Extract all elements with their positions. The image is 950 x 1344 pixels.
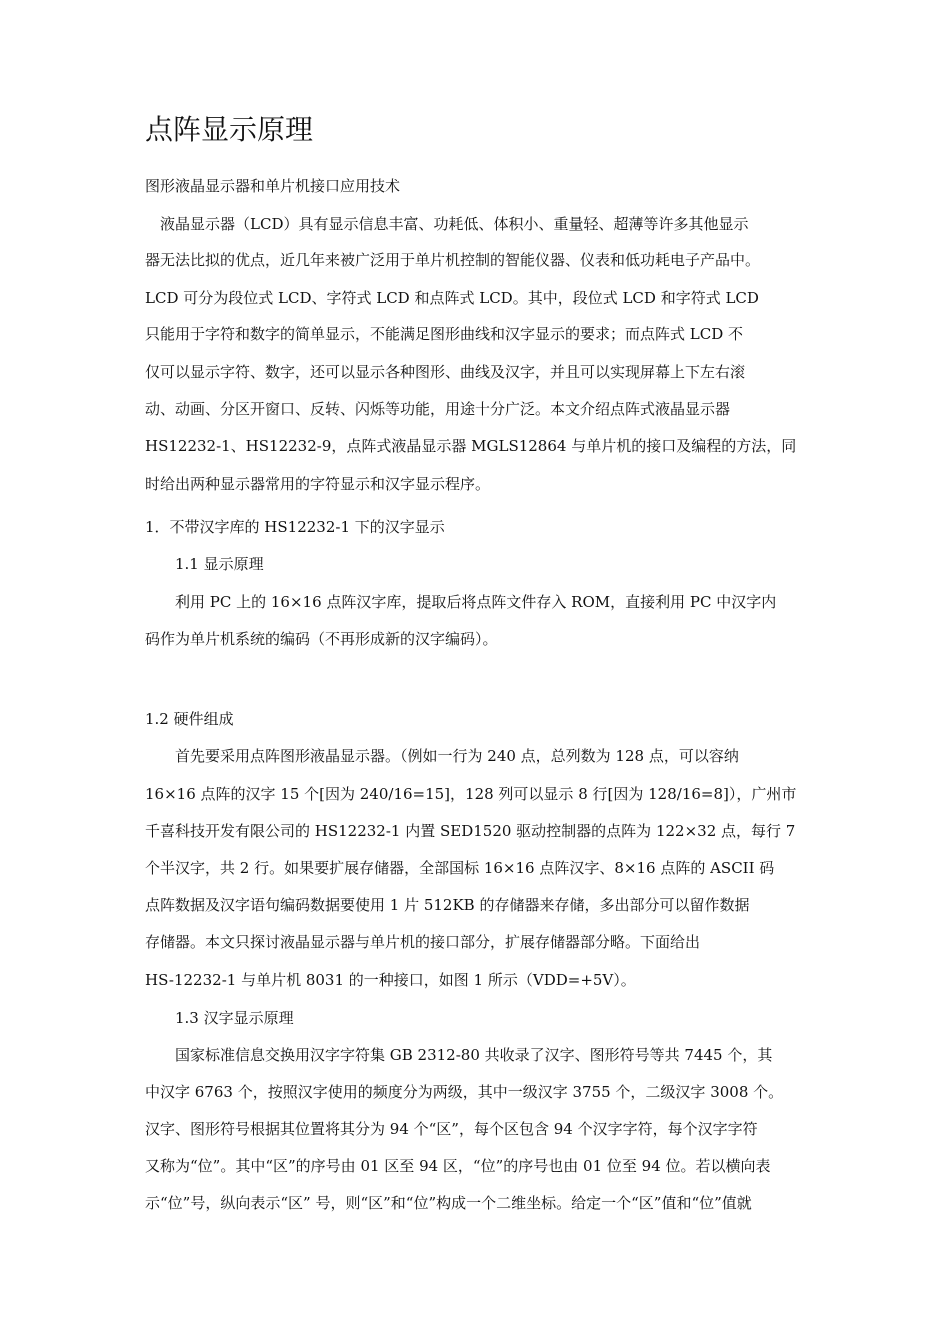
subtitle: 图形液晶显示器和单片机接口应用技术 (145, 177, 401, 195)
intro-line: 动、动画、分区开窗口、反转、闪烁等功能，用途十分广泛。本文介绍点阵式液晶显示器 (145, 400, 731, 418)
intro-line: 时给出两种显示器常用的字符显示和汉字显示程序。 (145, 475, 491, 493)
paragraph-line: 利用 PC 上的 16×16 点阵汉字库，提取后将点阵文件存入 ROM，直接利用 PC 中汉字内 (175, 593, 777, 611)
paragraph-line: 首先要采用点阵图形液晶显示器。（例如一行为 240 点，总列数为 128 点，可以容纳 (175, 747, 739, 765)
paragraph-line: 示“位”号，纵向表示“区” 号，则“区”和“位”构成一个二维坐标。给定一个“区”值和“位”值就 (145, 1194, 752, 1212)
paragraph-line: 存储器。本文只探讨液晶显示器与单片机的接口部分，扩展存储器部分略。下面给出 (145, 933, 701, 951)
intro-line: HS12232-1、HS12232-9，点阵式液晶显示器 MGLS12864 与单片机的接口及编程的方法，同 (145, 437, 797, 455)
section-heading: 1．不带汉字库的 HS12232-1 下的汉字显示 (145, 518, 445, 536)
paragraph-line: 个半汉字，共 2 行。如果要扩展存储器，全部国标 16×16 点阵汉字、8×16 点阵的 ASCII 码 (145, 859, 775, 877)
intro-line: 只能用于字符和数字的简单显示，不能满足图形曲线和汉字显示的要求；而点阵式 LCD 不 (145, 325, 744, 343)
paragraph-line: 国家标准信息交换用汉字字符集 GB 2312-80 共收录了汉字、图形符号等共 7445 个，其 (175, 1046, 773, 1064)
paragraph-line: 中汉字 6763 个，按照汉字使用的频度分为两级，其中一级汉字 3755 个，二级汉字 3008 个。 (145, 1083, 784, 1101)
paragraph-line: 又称为“位”。其中“区”的序号由 01 区至 94 区，“位”的序号也由 01 位至 94 位。若以横向表 (145, 1157, 771, 1175)
intro-line: 器无法比拟的优点，近几年来被广泛用于单片机控制的智能仪器、仪表和低功耗电子产品中。 (145, 251, 761, 269)
paragraph-line: 点阵数据及汉字语句编码数据要使用 1 片 512KB 的存储器来存储，多出部分可以留作数据 (145, 896, 750, 914)
intro-line: 仅可以显示字符、数字，还可以显示各种图形、曲线及汉字，并且可以实现屏幕上下左右滚 (145, 363, 746, 381)
intro-line: LCD 可分为段位式 LCD、字符式 LCD 和点阵式 LCD。其中，段位式 LCD 和字符式 LCD (145, 289, 759, 307)
subsection-heading: 1.1 显示原理 (175, 555, 264, 573)
paragraph-line: 汉字、图形符号根据其位置将其分为 94 个“区”，每个区包含 94 个汉字字符，每个汉字字符 (145, 1120, 758, 1138)
paragraph-line: 16×16 点阵的汉字 15 个[因为 240/16=15]，128 列可以显示 8 行[因为 128/16=8]），广州市 (145, 785, 797, 803)
subsection-heading: 1.3 汉字显示原理 (175, 1009, 294, 1027)
intro-line: 液晶显示器（LCD）具有显示信息丰富、功耗低、体积小、重量轻、超薄等许多其他显示 (160, 215, 749, 233)
paragraph-line: HS-12232-1 与单片机 8031 的一种接口，如图 1 所示（VDD=+5V）。 (145, 971, 636, 989)
paragraph-line: 码作为单片机系统的编码（不再形成新的汉字编码）。 (145, 630, 498, 648)
page-title: 点阵显示原理 (145, 113, 314, 146)
subsection-heading: 1.2 硬件组成 (145, 710, 234, 728)
paragraph-line: 千喜科技开发有限公司的 HS12232-1 内置 SED1520 驱动控制器的点阵为 122×32 点，每行 7 (145, 822, 796, 840)
